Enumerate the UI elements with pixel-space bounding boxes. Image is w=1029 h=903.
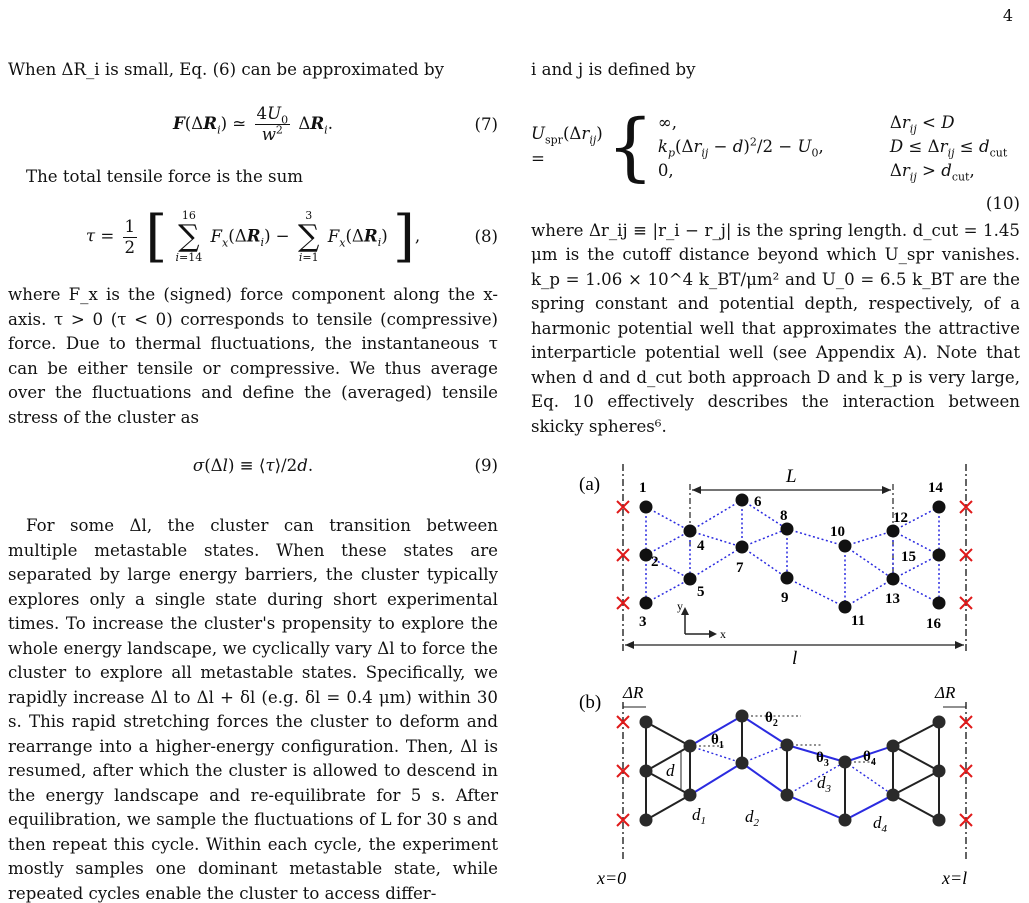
node-label-7: 7 (736, 560, 744, 576)
equation-9: σ(Δl) ≡ ⟨τ⟩/2d. (9) (8, 440, 498, 492)
theta4-label: $\theta_4$ (863, 749, 876, 768)
eq8-tag: (8) (474, 226, 498, 246)
left-column (8, 58, 498, 903)
node-label-12: 12 (893, 510, 908, 526)
eq7-tag: (7) (474, 114, 498, 134)
cluster-figure (573, 462, 991, 898)
right-paragraph-1 (531, 58, 1020, 83)
left-paragraph-2 (8, 165, 498, 190)
left-p1-text: When ΔR_i is small, Eq. (6) can be approximated by (8, 60, 444, 79)
x0-label: x=0 (597, 868, 627, 888)
equation-8: τ = $\frac{1}{2}$ [ 16 ∑ i=14 $F_x(\Delta R_i)$ − 3 ∑ i=1 $F_x(\Delta R_i)$ ], (8) (85, 204, 498, 269)
right-paragraph-2 (531, 219, 1020, 440)
xl-label: x=l (942, 868, 968, 888)
left-paragraph-3 (8, 283, 498, 430)
left-p4-text: For some Δl, the cluster can transition between multiple metastable states. When these states are separated by large energy barriers, the cluster typically explores only a single state during short experimental times. To increase the cluster's propensity to explore the whole energy landscape, we cyclically vary Δl to force the cluster to explore all metastable states. Specifically, we rapidly increase Δl to Δl + δl (e.g. δl = 0.4 μm) within 30 s. This rapid stretching forces the cluster to deform and rearrange into a higher-energy configuration. Then, Δl is resumed, after which the cluster is allowed to descend in the energy landscape and re-equilibrate for 5 s. After equilibration, we sample the fluctuations of L for 30 s and then repeat this cycle. Within each cycle, the experiment mostly samples one dominant metastable state, while repeated cycles enable the cluster to access differ- (8, 516, 498, 903)
right-p1-text: i and j is defined by (531, 60, 696, 79)
node-label-9: 9 (781, 590, 789, 606)
theta1-label: $\theta_1$ (711, 732, 724, 751)
delta-R-right: ΔR (935, 683, 956, 702)
d1-label: $d_1$ (692, 805, 706, 827)
node-label-3: 3 (639, 614, 647, 630)
blue-bonds-panel-b (690, 716, 893, 820)
d-label: d (666, 761, 675, 780)
node-label-1: 1 (639, 480, 647, 496)
L-label: L (786, 466, 797, 487)
left-p3-text: where F_x is the (signed) force component along the x-axis. τ > 0 (τ < 0) corresponds to tensile (compressive) force. Due to thermal fluctuations, the instantaneous τ can be either tensile or compressive. We thus average over the fluctuations and define the (averaged) tensile stress of the cluster as (8, 285, 498, 427)
panel-a-label: (a) (579, 474, 601, 495)
L-arrow-head-left (692, 486, 701, 494)
nodes-panel-b (640, 710, 946, 827)
node-label-14: 14 (928, 480, 943, 496)
node-label-16: 16 (926, 616, 941, 632)
delta-R-left: ΔR (623, 683, 644, 702)
l-label: l (792, 648, 798, 669)
eq9-tag: (9) (474, 455, 498, 475)
d3-label: $d_3$ (817, 773, 831, 795)
node-label-15: 15 (901, 549, 916, 565)
right-column (531, 58, 1020, 439)
left-p2-text: The total tensile force is the sum (26, 166, 303, 186)
L-arrow-head-right (882, 486, 891, 494)
panel-b-label: (b) (579, 692, 602, 713)
x-axis-label: x (720, 627, 726, 641)
node-label-5: 5 (697, 584, 705, 600)
node-label-6: 6 (754, 494, 762, 510)
equation-10: $U_{spr}(\Delta r_{ij})$ = { ∞, $\Delta r_{ij} < D$ $k_p(\Delta r_{ij} - d)^2/2 - U_0$, $D \le \Delta r_{ij} \le d_{cut}$ 0, $\Delta r_{ij} > d_{cut}$, (10) (531, 91, 1020, 203)
node-label-2: 2 (651, 554, 659, 570)
right-p2-text: where Δr_ij ≡ |r_i − r_j| is the spring length. d_cut = 1.45 μm is the cutoff distance beyond which U_spr vanishes. k_p = 1.06 × 10^4 k_BT/μm² and U_0 = 6.5 k_BT are the spring constant and potential depth, respectively, of a harmonic potential well that approximates the attractive interparticle potential well (see Appendix A). Note that when d and d_cut both approach D and k_p is very large, Eq. 10 effectively describes the interaction between skicky spheres⁶. (531, 220, 1020, 436)
page-number: 4 (1002, 6, 1013, 25)
node-label-4: 4 (697, 538, 705, 554)
equation-7: $F(\Delta R_i)$ ≃ $\frac{4U_0}{w^2}$ $\Delta R_i$. (7) (173, 104, 498, 144)
x-axis-head (709, 630, 717, 638)
bonds-panel-b (646, 716, 939, 820)
node-label-8: 8 (780, 508, 788, 524)
wall-markers-panel-a (617, 501, 972, 609)
eq10-tag: (10) (985, 194, 1020, 213)
left-paragraph-1 (8, 58, 498, 83)
theta2-label: $\theta_2$ (765, 710, 778, 729)
node-label-11: 11 (851, 613, 866, 629)
left-paragraph-4 (8, 514, 498, 903)
d2-label: $d_2$ (745, 807, 759, 829)
y-axis-label: y (677, 599, 683, 613)
theta3-label: $\theta_3$ (816, 750, 829, 769)
l-arrow-head-right (955, 641, 964, 649)
figure-svg (573, 462, 991, 898)
node-label-13: 13 (885, 591, 900, 607)
node-label-10: 10 (830, 524, 845, 540)
l-arrow-head-left (625, 641, 634, 649)
d4-label: $d_4$ (873, 813, 887, 835)
